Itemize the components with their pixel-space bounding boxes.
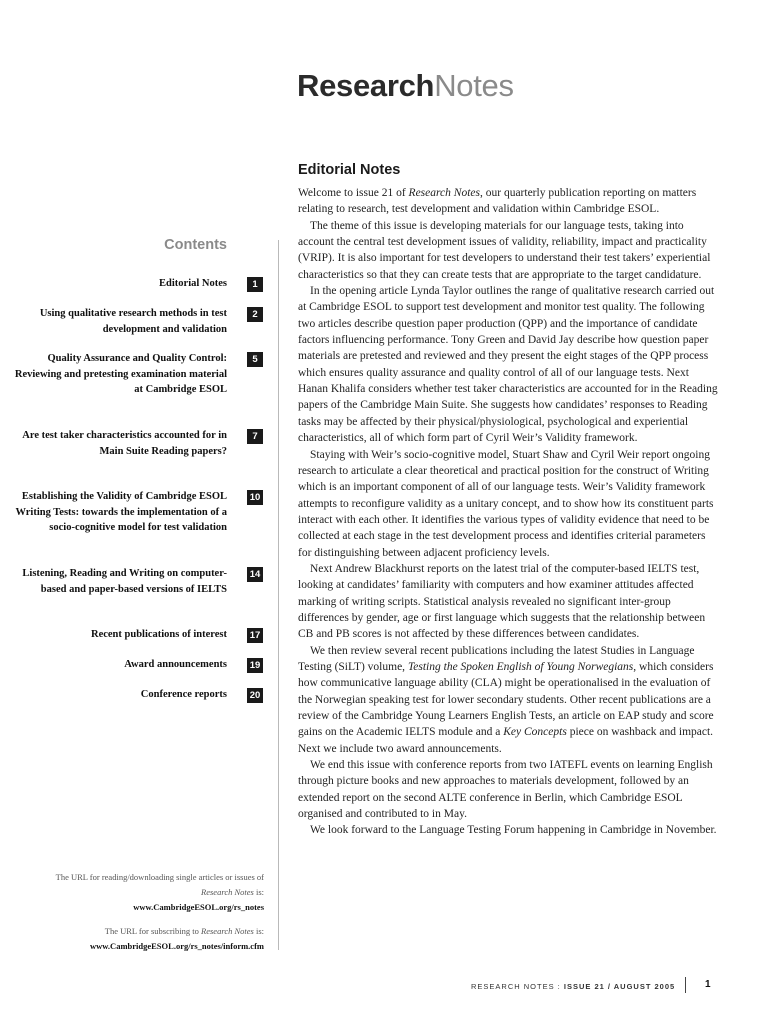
toc-page-number: 2 bbox=[247, 307, 263, 322]
article-paragraph: The theme of this issue is developing materials for our language tests, taking into account the central test development issues of validity, reliability, impact and practicality (VRIP). It is also important for test developers to understand their test takers’ experiential characteristics so that they can create tests that are appropriate to the target candidature. bbox=[298, 219, 711, 281]
masthead-logo bbox=[297, 68, 514, 104]
contents-heading: Contents bbox=[164, 237, 227, 253]
download-url-link[interactable]: www.CambridgeESOL.org/rs_notes bbox=[133, 902, 264, 912]
paragraph-text: Welcome to issue 21 of bbox=[298, 187, 409, 199]
article-paragraph: Next Andrew Blackhurst reports on the latest trial of the computer-based IELTS test, looking at candidates’ familiarity with computers and how examiner attitudes affected marking of writing scripts. Statistical analysis revealed no significant inter-group differences by gender, age or first language which suggests that the relationship between CB and PB scores is not affected by these differences between candidates. bbox=[298, 562, 706, 641]
subscribe-url-italic: Research Notes bbox=[201, 926, 254, 936]
toc-page-number: 10 bbox=[247, 490, 263, 505]
toc-item-title[interactable]: Recent publications of interest bbox=[90, 629, 227, 640]
toc-page-number: 17 bbox=[247, 628, 263, 643]
toc-item-title[interactable]: Award announcements bbox=[124, 659, 227, 670]
subscribe-url-text: The URL for subscribing to bbox=[104, 926, 202, 936]
download-url-note bbox=[34, 870, 264, 915]
footer-issue: ISSUE 21 / AUGUST 2005 bbox=[563, 982, 676, 991]
article-paragraph: In the opening article Lynda Taylor outlines the range of qualitative research carried out at Cambridge ESOL to support test development and monitor test quality. The following two articles describe question paper production (QPP) and the importance of candidate factors influencing performance. Tony Green and David Jay describe how question paper materials are pretested and reviewed and they present the eight stages of the QPP process which ensures quality assurance and quality control of all of our language tests. Next Hanan Khalifa considers whether test taker characteristics are accounted for in the Reading papers of the Cambridge Main Suite. She suggests how candidates’ responses to Reading tasks may be affected by their physical/physiological, psychological and experiential characteristics, all of which form part of Cyril Weir’s Validity framework. bbox=[298, 285, 718, 445]
article-title: Editorial Notes bbox=[298, 162, 401, 178]
subscribe-url-text-end: is: bbox=[253, 926, 264, 936]
toc-page-number: 7 bbox=[247, 429, 263, 444]
toc-page-number: 1 bbox=[247, 277, 263, 292]
paragraph-italic: Research Notes bbox=[408, 187, 480, 199]
download-url-text-end: is: bbox=[253, 887, 264, 897]
page-number: 1 bbox=[705, 979, 711, 990]
toc-page-number: 14 bbox=[247, 567, 263, 582]
toc-item-title[interactable]: Establishing the Validity of Cambridge ESOL Writing Tests: towards the implementation of a socio-cognitive model for test validation bbox=[15, 491, 227, 534]
masthead-notes: Notes bbox=[434, 68, 514, 103]
toc-item-title[interactable]: Are test taker characteristics accounted for in Main Suite Reading papers? bbox=[22, 430, 227, 457]
paragraph-text: piece on washback and impact. Next we include two award announcements. bbox=[298, 726, 714, 755]
footer-separator bbox=[685, 977, 686, 993]
toc-page-number: 20 bbox=[247, 688, 263, 703]
article-paragraph bbox=[298, 185, 718, 218]
toc-page-number: 19 bbox=[247, 658, 263, 673]
column-divider bbox=[278, 240, 279, 950]
toc-item-title[interactable]: Quality Assurance and Quality Control: Reviewing and pretesting examination material at Cambridge ESOL bbox=[14, 353, 227, 396]
toc-item-title[interactable]: Listening, Reading and Writing on computer-based and paper-based versions of IELTS bbox=[22, 568, 227, 595]
paragraph-italic: Testing the Spoken English of Young Norwegians bbox=[407, 660, 634, 673]
toc-item-title[interactable]: Conference reports bbox=[140, 689, 227, 700]
article-paragraph: We end this issue with conference reports from two IATEFL events on learning English through picture books and new approaches to materials development, followed by an extended report on the second ALTE conference in Berlin, which Cambridge ESOL organised and contributed to in May. bbox=[298, 759, 713, 821]
editorial-article bbox=[298, 162, 718, 839]
footer-label: RESEARCH NOTES : bbox=[471, 982, 564, 991]
masthead-research: Research bbox=[297, 68, 435, 103]
subscribe-url-link[interactable]: www.CambridgeESOL.org/rs_notes/inform.cfm bbox=[89, 941, 264, 951]
paragraph-text: , our quarterly publication reporting on matters relating to research, test development and validation within Cambridge ESOL. bbox=[298, 187, 697, 216]
subscribe-url-note bbox=[34, 924, 264, 954]
download-url-text: The URL for reading/downloading single articles or issues of bbox=[55, 872, 264, 882]
paragraph-text: , which considers how communicative language ability (CLA) might be operationalised in the evaluation of the Norwegian speaking test for lower secondary students. Other recent publications are a review of the Cambridge Young Learners English Tests, an article on EAP study and score gains on the Academic IELTS module and a bbox=[298, 660, 714, 739]
toc-item-title[interactable]: Using qualitative research methods in test development and validation bbox=[39, 308, 227, 335]
toc-page-number: 5 bbox=[247, 352, 263, 367]
download-url-italic: Research Notes bbox=[201, 887, 254, 897]
footer-running-title bbox=[471, 982, 675, 991]
article-paragraph: We look forward to the Language Testing Forum happening in Cambridge in November. bbox=[310, 824, 717, 837]
paragraph-text: We then review several recent publications including the latest Studies in Language Testing (SiLT) volume, bbox=[298, 644, 695, 673]
toc-item-title[interactable]: Editorial Notes bbox=[159, 278, 227, 289]
article-paragraph bbox=[298, 643, 718, 757]
paragraph-italic: Key Concepts bbox=[503, 726, 567, 739]
article-paragraph: Staying with Weir’s socio-cognitive model, Stuart Shaw and Cyril Weir report ongoing research to articulate a clear theoretical and practical position for the construct of Writing which is an important component of all of our language tests. Weir’s Validity framework attempts to reconfigure validity as a unitary concept, and to show how its constituent parts interact with each other. It identifies the various types of validity evidence that need to be collected at each stage in the test development process and identifies criterial parameters for distinguishing between adjacent proficiency levels. bbox=[298, 448, 714, 559]
